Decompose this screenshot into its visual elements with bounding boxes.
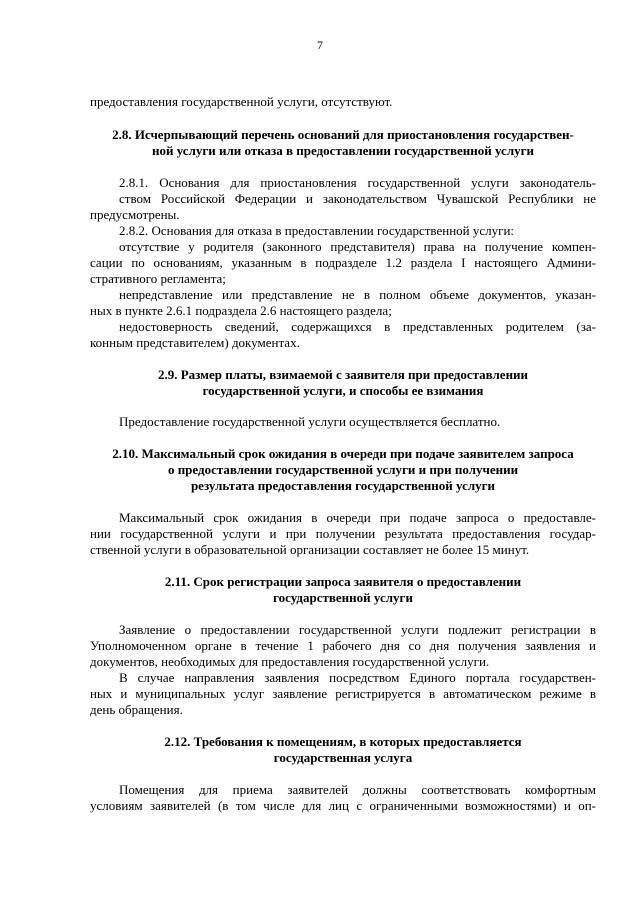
paragraph-2-10 [90,510,596,558]
paragraph-reason-2 [90,287,596,319]
section-2-11-heading [88,574,598,606]
intro-line: предоставления государственной услуги, отсутствуют. [90,94,393,109]
text-line: Заявление о предоставлении государственной услуги подлежит регистрации в [119,622,596,637]
section-2-10-heading [88,446,598,494]
paragraph-2-12 [90,782,596,814]
heading-line: о предоставлении государственной услуги и при получении [167,462,519,477]
page-number: 7 [317,38,323,52]
section-2-8-heading [88,127,598,159]
text-line: ством Российской Федерации и законодательством Чувашской Республики не [119,191,596,206]
section-2-11-body [90,622,596,718]
heading-line: ной услуги или отказа в предоставлении государственной услуги [151,143,535,158]
text-line: день обращения. [90,702,183,717]
text-line: В случае направления заявления посредством Единого портала государствен- [119,670,596,685]
text-line: Максимальный срок ожидания в очереди при подаче запроса о предоставле- [119,510,596,525]
text-line: отсутствие у родителя (законного представителя) права на получение компен- [119,239,596,254]
heading-line: государственной услуги, и способы ее взимания [202,383,484,398]
heading-line: 2.8. Исчерпывающий перечень оснований для приостановления государствен- [112,127,574,142]
section-2-12-body [90,782,596,814]
text-line: недостоверность сведений, содержащихся в представленных родителем (за- [119,319,596,334]
heading-line: государственная услуга [273,750,413,765]
paragraph-2-11-b [90,670,596,718]
text-line: конным представителем) документах. [90,335,300,350]
text-line: ных и муниципальных услуг заявление регистрируется в автоматическом режиме в [90,686,596,701]
section-2-8-body [90,175,596,351]
heading-line: результата предоставления государственной услуги [190,478,496,493]
text-line: условиям заявителей (в том числе для лиц с ограниченными возможностями) и оп- [90,798,596,813]
text-line: ственной услуги в образовательной организации составляет не более 15 минут. [90,542,530,557]
section-2-10-body [90,510,596,558]
text-line: 2.8.1. Основания для приостановления государственной услуги законодатель- [119,175,596,190]
text-line: предусмотрены. [90,207,180,222]
paragraph-2-9: Предоставление государственной услуги осуществляется бесплатно. [119,414,501,429]
text-line: Уполномоченном органе в течение 1 рабочего дня со дня получения заявления и [90,638,596,653]
text-line: нии государственной услуги и при получении результата предоставления государ- [90,526,596,541]
heading-line: 2.11. Срок регистрации запроса заявителя о предоставлении [164,574,522,589]
text-line: ных в пункте 2.6.1 подраздела 2.6 настоящего раздела; [90,303,392,318]
heading-line: 2.9. Размер платы, взимаемой с заявителя при предоставлении [157,367,529,382]
text-line: сации по основаниям, указанным в подразделе 1.2 раздела I настоящего Админи- [90,255,596,270]
paragraph-2-11-a [90,622,596,670]
text-line: стративного регламента; [90,271,226,286]
text-line: документов, необходимых для предоставления государственной услуги. [90,654,490,669]
paragraph-2-8-1 [90,175,596,223]
text-line: Помещения для приема заявителей должны соответствовать комфортным [119,782,596,797]
paragraph-reason-1 [90,239,596,287]
section-2-12-heading [88,734,598,766]
section-2-9-heading [88,367,598,399]
paragraph-2-8-2: 2.8.2. Основания для отказа в предоставлении государственной услуги: [119,223,515,238]
text-line: непредставление или представление не в полном объеме документов, указан- [119,287,596,302]
section-2-9-body [90,414,596,430]
heading-line: 2.10. Максимальный срок ожидания в очереди при подаче заявителем запроса [112,446,574,461]
heading-line: 2.12. Требования к помещениям, в которых предоставляется [164,734,522,749]
paragraph-reason-3 [90,319,596,351]
intro-paragraph [90,94,596,110]
heading-line: государственной услуги [273,590,413,605]
